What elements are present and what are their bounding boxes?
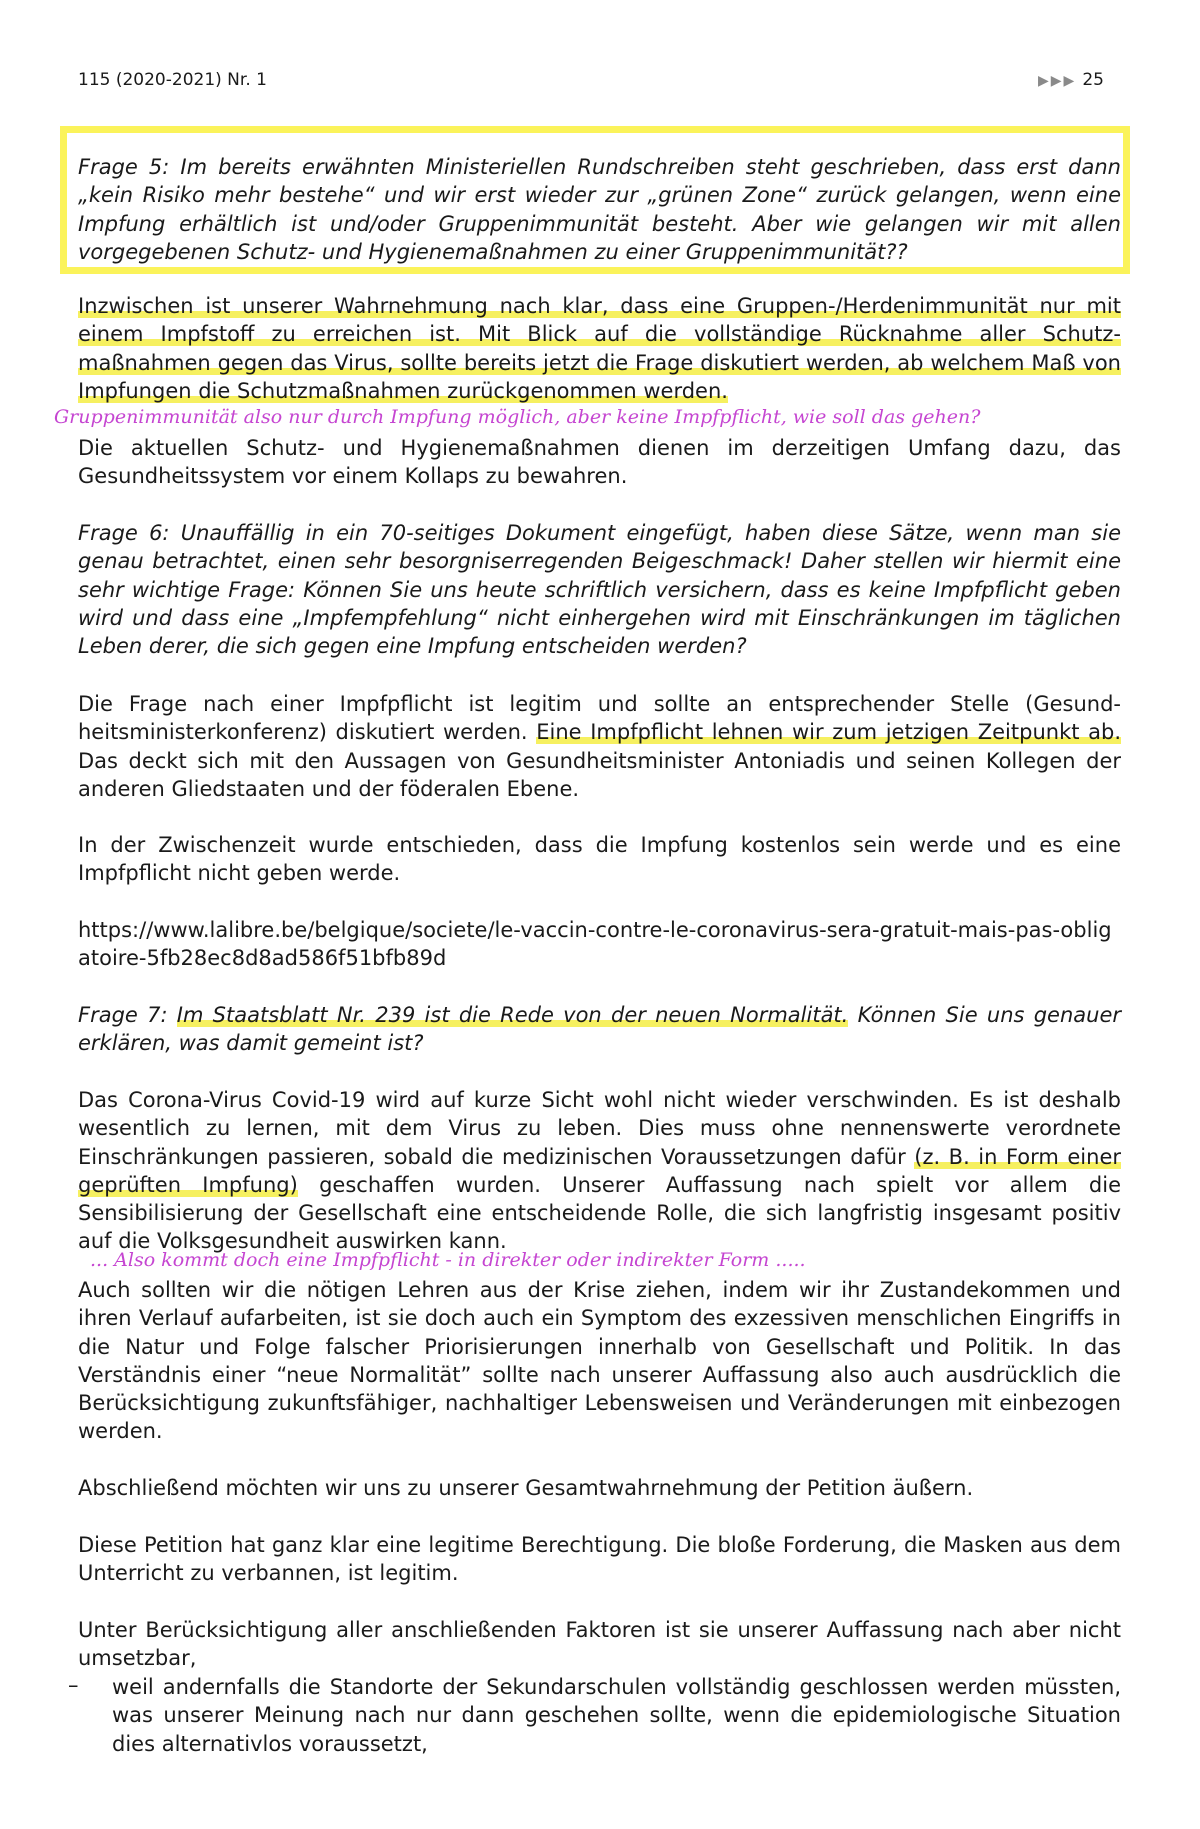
answer-6-highlight: Eine Impfpflicht lehnen wir zum jetzigen Zeitpunkt ab. — [536, 720, 1121, 745]
answer-5 — [78, 292, 1121, 405]
closing-paragraph-2: Diese Petition hat ganz klar eine legitime Berechtigung. Die bloße Forderung, die Masken aus dem Unterricht zu verbannen, ist legitim. — [78, 1533, 1121, 1586]
arrow-icons: ▶▶▶ — [1038, 73, 1077, 89]
handwritten-note-1: Gruppenimmunität also nur durch Impfung möglich, aber keine Impfpflicht, wie soll das gehen? — [54, 406, 981, 428]
answer-6-text: Die Frage nach einer Impfpflicht ist legitim und sollte an entsprechender Stelle (Gesundheitsministerkonferenz) diskutiert werden. — [78, 692, 1121, 745]
source-url: https://www.lalibre.be/belgique/societe/le-vaccin-contre-le-coronavirus-sera-gratuit-mais-pas-obligatoire-5fb28ec8d8ad586f51bfb89d — [78, 918, 1112, 971]
volume-header: 115 (2020-2021) Nr. 1 — [78, 70, 267, 90]
answer-7-highlight: (z. B. in Form einer geprüften Impfung) — [78, 1144, 1121, 1197]
question-6: Frage 6: Unauffällig in ein 70-seitiges Dokument eingefügt, haben diese Sätze, wenn man sie genau betrachtet, einen sehr besorgniserregenden Beigeschmack! Daher stellen wir hiermit eine sehr wichtige Frage: Können Sie uns heute schriftlich versichern, dass es keine Impfpflicht geben wird und dass eine „Impfempfehlung“ nicht einhergehen wird mit Einschränkungen im täglichen Leben derer, die sich gegen eine Impfung entscheiden werden? — [78, 521, 1121, 659]
closing-paragraph-3: Unter Berücksichtigung aller anschließenden Faktoren ist sie unserer Auffassung nach aber nicht umsetzbar, — [78, 1618, 1121, 1671]
answer-6-followup: In der Zwischenzeit wurde entschieden, dass die Impfung kostenlos sein werde und es eine Impfpflicht nicht geben werde. — [78, 833, 1121, 886]
answer-5-continued: Die aktuellen Schutz- und Hygienemaßnahmen dienen im derzeitigen Umfang dazu, das Gesundheitssystem vor einem Kollaps zu bewahren. — [78, 436, 1121, 489]
page-number: 25 — [1082, 70, 1104, 90]
answer-7-text: Das Corona-Virus Covid-19 wird auf kurze Sicht wohl nicht wieder verschwinden. Es ist deshalb wesentlich zu lernen, mit dem Virus zu leben. Dies muss ohne nennenswerte verordnete Einschränkungen passieren, sobald die medizinischen Voraussetzungen dafür — [78, 1088, 1121, 1169]
question-7 — [78, 1001, 1121, 1058]
answer-6 — [78, 690, 1121, 803]
answer-7 — [78, 1086, 1121, 1256]
bullet-marker: – — [68, 1673, 79, 1697]
bullet-item-1: weil andernfalls die Standorte der Sekundarschulen vollständig geschlossen werden müssten, was unserer Meinung nach nur dann geschehen sollte, wenn die epidemiologische Situation dies alternativlos voraussetzt, — [112, 1675, 1121, 1756]
question-7-label: Frage 7: — [78, 1003, 177, 1027]
handwritten-note-2: ... Also kommt doch eine Impfpflicht - in direkter oder indirekter Form ..... — [90, 1249, 806, 1271]
answer-5-highlight: Inzwischen ist unserer Wahrnehmung nach klar, dass eine Gruppen-/Herdenimmunität nur mit einem Impfstoff zu erreichen ist. Mit Blick auf die vollständige Rücknahme aller Schutzmaßnahmen gegen das Virus, sollte bereits jetzt die Frage diskutiert werden, ab welchem Maß von Impfungen die Schutzmaßnahmen zurückgenommen werden. — [78, 294, 1121, 403]
answer-7-continued: Auch sollten wir die nötigen Lehren aus der Krise ziehen, indem wir ihr Zustandekommen und ihren Verlauf aufarbeiten, ist sie doch auch ein Symptom des exzessiven menschlichen Eingriffs in die Natur und Folge falscher Priorisierungen innerhalb von Gesellschaft und Politik. In das Verständnis einer “neue Normalität” sollte nach unserer Auffassung also auch ausdrücklich die Berücksichtigung zukunftsfähiger, nachhaltiger Lebensweisen und Veränderungen mit einbezogen werden. — [78, 1278, 1121, 1444]
page-number-header — [1038, 70, 1104, 90]
question-5: Frage 5: Im bereits erwähnten Ministeriellen Rundschreiben steht geschrieben, dass erst dann „kein Risiko mehr bestehe“ und wir erst wieder zur „grünen Zone“ zurück gelangen, wenn eine Impfung erhältlich ist und/oder Gruppenimmunität besteht. Aber wie gelangen wir mit allen vorgegebenen Schutz- und Hygienemaßnahmen zu einer Gruppenimmunität?? — [78, 155, 1121, 264]
answer-7-text-after: geschaffen wurden. Unserer Auffassung nach spielt vor allem die Sensibilisierung der Gesellschaft eine entscheidende Rolle, die sich langfristig insgesamt positiv auf die Volksgesundheit auswirken kann. — [78, 1172, 1122, 1254]
answer-6-text-after: Das deckt sich mit den Aussagen von Gesundheitsminister Antoniadis und seinen Kollegen der anderen Gliedstaaten und der föderalen Ebene. — [78, 748, 1121, 801]
closing-paragraph-1: Abschließend möchten wir uns zu unserer Gesamtwahrnehmung der Petition äußern. — [78, 1476, 974, 1500]
question-7-highlight: Im Staatsblatt Nr. 239 ist die Rede von der neuen Normalität. — [176, 1003, 849, 1027]
question-7-text-after: Können Sie uns genauer erklären, was damit gemeint ist? — [78, 1003, 1121, 1056]
